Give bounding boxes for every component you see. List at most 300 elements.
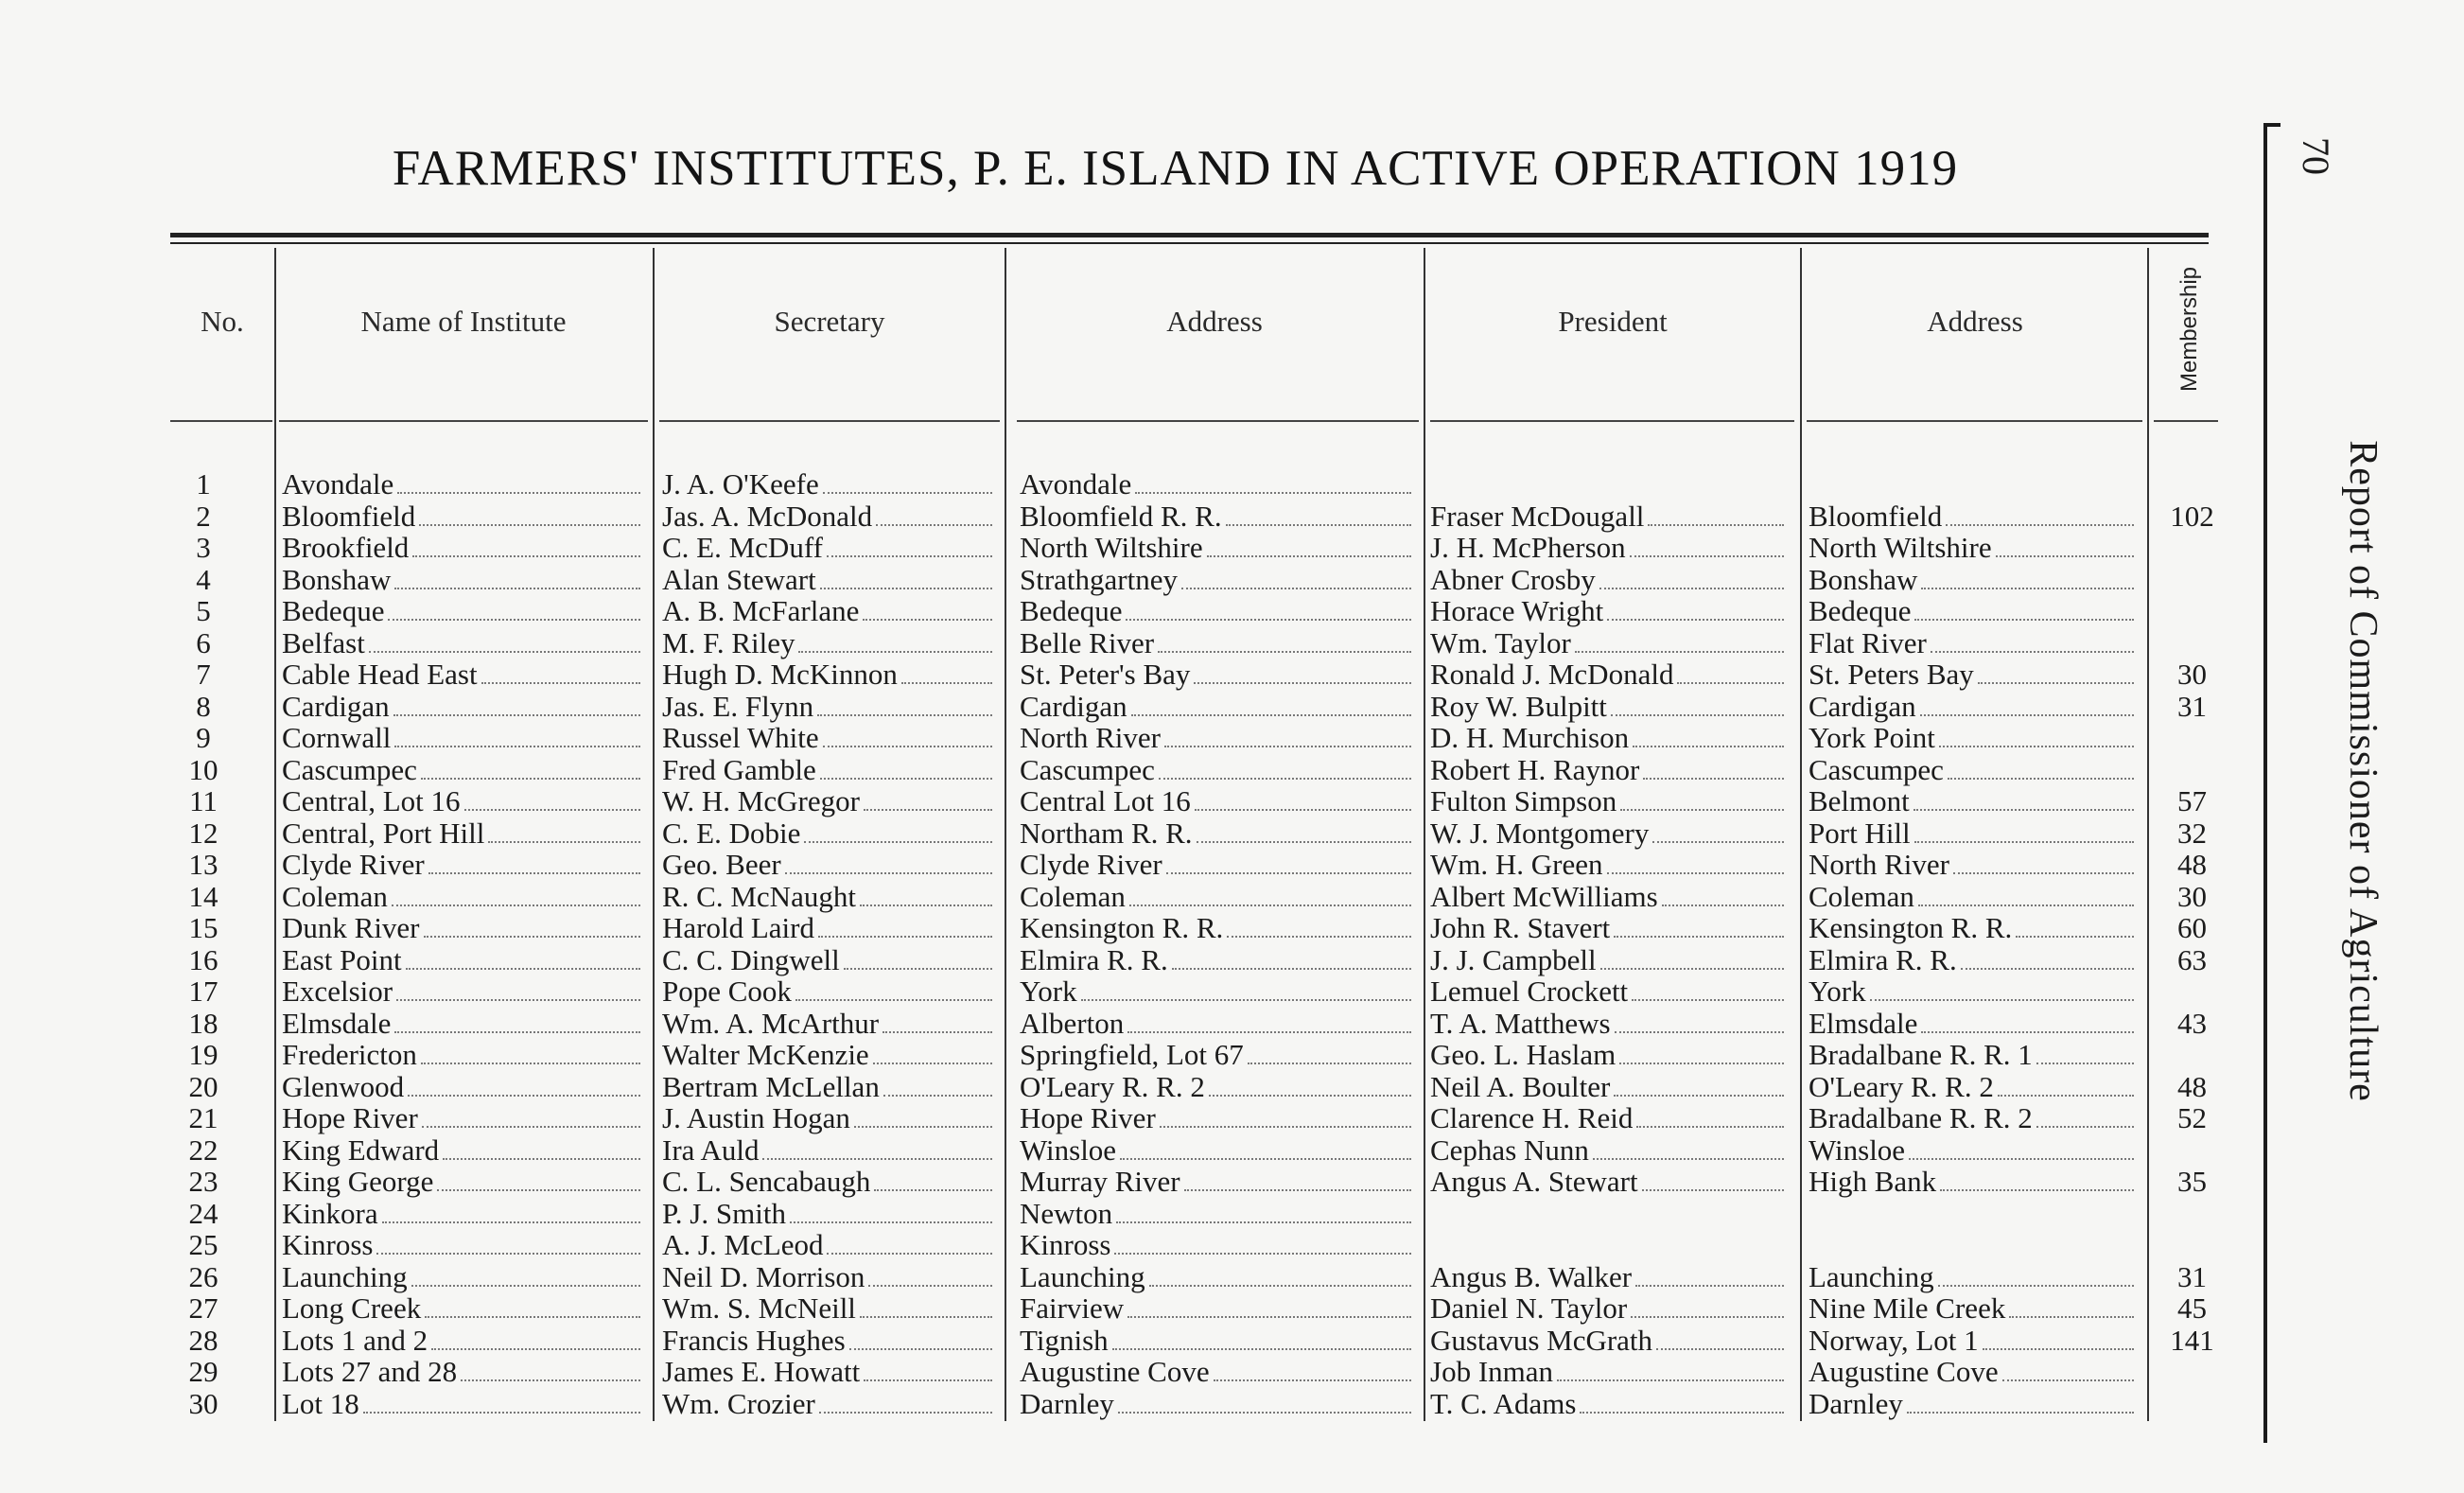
table-row: [0, 564, 2270, 596]
dot-leader: [1195, 809, 1411, 811]
column-header-secretary: Secretary: [774, 305, 885, 338]
dot-leader: [1631, 1316, 1784, 1318]
row-number: 30: [188, 1387, 218, 1419]
dot-leader: [1081, 999, 1411, 1001]
row-number: 11: [189, 785, 218, 817]
membership-count: 43: [2177, 1007, 2207, 1039]
dot-leader: [860, 905, 992, 906]
dot-leader: [1614, 936, 1784, 938]
dot-leader: [412, 555, 640, 557]
dot-leader: [1635, 1285, 1784, 1287]
table-row: [0, 659, 2270, 691]
dot-leader: [1921, 588, 2134, 589]
secretary-address: Cascumpec: [1020, 754, 1417, 787]
dot-leader: [394, 746, 640, 747]
secretary-name: Wm. A. McArthur: [662, 1008, 998, 1041]
table-row: [0, 881, 2270, 913]
dot-leader: [1948, 778, 2134, 780]
table-row: [0, 1325, 2270, 1357]
institute-name: Glenwood: [282, 1071, 646, 1104]
dot-leader: [1127, 1031, 1411, 1033]
dot-leader: [1946, 524, 2134, 526]
dot-leader: [1118, 1412, 1411, 1414]
secretary-name: Wm. S. McNeill: [662, 1292, 998, 1326]
header-underline: [279, 420, 648, 422]
president-address: Cascumpec: [1809, 754, 2140, 787]
dot-leader: [874, 1189, 992, 1191]
president-name: Job Inman: [1430, 1356, 1790, 1389]
dot-leader: [408, 1095, 640, 1097]
secretary-address: Murray River: [1020, 1166, 1417, 1199]
table-row: [0, 691, 2270, 723]
dot-leader: [1630, 555, 1784, 557]
secretary-address: Cardigan: [1020, 691, 1417, 724]
dot-leader: [795, 999, 992, 1001]
dot-leader: [394, 1031, 640, 1033]
president-address: North Wiltshire: [1809, 532, 2140, 565]
president-name: Wm. Taylor: [1430, 627, 1790, 660]
president-name: Angus A. Stewart: [1430, 1166, 1790, 1199]
dot-leader: [1214, 1379, 1411, 1381]
institute-name: East Point: [282, 944, 646, 977]
row-number: 13: [188, 849, 218, 881]
secretary-address: Coleman: [1020, 881, 1417, 914]
president-name: Gustavus McGrath: [1430, 1325, 1790, 1358]
row-number: 24: [188, 1197, 218, 1229]
row-number: 28: [188, 1324, 218, 1356]
secretary-address: Kinross: [1020, 1229, 1417, 1262]
dot-leader: [1207, 555, 1411, 557]
dot-leader: [421, 778, 640, 780]
dot-leader: [1921, 1031, 2134, 1033]
margin-rule-cap: [2263, 123, 2281, 127]
dot-leader: [823, 492, 992, 494]
dot-leader: [1642, 1189, 1784, 1191]
dot-leader: [864, 1379, 992, 1381]
secretary-address: Springfield, Lot 67: [1020, 1039, 1417, 1072]
column-header-name: Name of Institute: [360, 305, 567, 338]
row-number: 4: [196, 563, 211, 595]
institute-name: Bonshaw: [282, 564, 646, 597]
dot-leader: [1939, 746, 2134, 747]
secretary-name: C. E. McDuff: [662, 532, 998, 565]
president-address: Launching: [1809, 1261, 2140, 1294]
institute-name: Avondale: [282, 468, 646, 501]
dot-leader: [820, 588, 992, 589]
secretary-address: Clyde River: [1020, 849, 1417, 882]
president-address: High Bank: [1809, 1166, 2140, 1199]
dot-leader: [785, 872, 992, 874]
table-row: [0, 532, 2270, 564]
secretary-name: R. C. McNaught: [662, 881, 998, 914]
dot-leader: [363, 1412, 640, 1414]
secretary-address: Belle River: [1020, 627, 1417, 660]
secretary-address: Central Lot 16: [1020, 785, 1417, 818]
dot-leader: [421, 1063, 640, 1064]
dot-leader: [1599, 588, 1784, 589]
dot-leader: [1656, 1348, 1784, 1350]
president-address: Bedeque: [1809, 595, 2140, 628]
secretary-name: Russel White: [662, 722, 998, 755]
table-row: [0, 849, 2270, 881]
president-name: Abner Crosby: [1430, 564, 1790, 597]
secretary-name: M. F. Riley: [662, 627, 998, 660]
president-name: John R. Stavert: [1430, 912, 1790, 945]
dot-leader: [1114, 1253, 1411, 1255]
president-address: Elmsdale: [1809, 1008, 2140, 1041]
institute-name: Hope River: [282, 1102, 646, 1135]
membership-count: 31: [2177, 690, 2207, 722]
header-underline: [2154, 420, 2218, 422]
president-name: Roy W. Bulpitt: [1430, 691, 1790, 724]
secretary-address: Darnley: [1020, 1388, 1417, 1421]
president-name: T. C. Adams: [1430, 1388, 1790, 1421]
column-header-address-2: Address: [1927, 305, 2023, 338]
dot-leader: [804, 841, 992, 843]
dot-leader: [844, 968, 992, 970]
running-head: Report of Commissioner of Agriculture: [2341, 440, 2385, 1102]
table-row: [0, 1166, 2270, 1198]
president-name: Robert H. Raynor: [1430, 754, 1790, 787]
row-number: 12: [188, 817, 218, 849]
secretary-name: Bertram McLellan: [662, 1071, 998, 1104]
president-name: Angus B. Walker: [1430, 1261, 1790, 1294]
header-underline: [1807, 420, 2142, 422]
dot-leader: [868, 1285, 992, 1287]
president-name: Geo. L. Haslam: [1430, 1039, 1790, 1072]
president-name: W. J. Montgomery: [1430, 817, 1790, 851]
president-address: Belmont: [1809, 785, 2140, 818]
dot-leader: [1149, 1285, 1411, 1287]
dot-leader: [1643, 778, 1784, 780]
president-name: Horace Wright: [1430, 595, 1790, 628]
dot-leader: [1129, 905, 1411, 906]
dot-leader: [1940, 1189, 2134, 1191]
institute-name: King George: [282, 1166, 646, 1199]
table-row: [0, 468, 2270, 501]
dot-leader: [428, 872, 640, 874]
membership-count: 57: [2177, 785, 2207, 817]
membership-count: 48: [2177, 1070, 2207, 1102]
institute-name: Cardigan: [282, 691, 646, 724]
dot-leader: [1226, 524, 1411, 526]
dot-leader: [1914, 809, 2134, 811]
dot-leader: [1116, 1221, 1411, 1223]
dot-leader: [1227, 936, 1411, 938]
secretary-name: Geo. Beer: [662, 849, 998, 882]
secretary-address: Tignish: [1020, 1325, 1417, 1358]
dot-leader: [1961, 968, 2134, 970]
dot-leader: [1164, 746, 1411, 747]
dot-leader: [1909, 1158, 2134, 1160]
dot-leader: [2009, 1316, 2134, 1318]
dot-leader: [431, 1348, 640, 1350]
page-title: FARMERS' INSTITUTES, P. E. ISLAND IN ACTIVE OPERATION 1919: [392, 141, 1959, 196]
dot-leader: [424, 936, 640, 938]
secretary-name: C. L. Sencabaugh: [662, 1166, 998, 1199]
secretary-address: York: [1020, 975, 1417, 1009]
table-row: [0, 1292, 2270, 1325]
institute-name: Central, Port Hill: [282, 817, 646, 851]
column-header-no: No.: [201, 305, 244, 338]
row-number: 5: [196, 595, 211, 627]
president-name: Fulton Simpson: [1430, 785, 1790, 818]
dot-leader: [2036, 1126, 2134, 1128]
dot-leader: [1914, 841, 2134, 843]
dot-leader: [461, 1379, 640, 1381]
dot-leader: [1131, 714, 1411, 716]
row-number: 2: [196, 500, 211, 532]
dot-leader: [1615, 1031, 1784, 1033]
membership-count: 32: [2177, 817, 2207, 849]
secretary-name: Jas. A. McDonald: [662, 501, 998, 534]
membership-count: 102: [2170, 500, 2214, 532]
dot-leader: [369, 651, 640, 653]
institute-name: Excelsior: [282, 975, 646, 1009]
dot-leader: [1620, 809, 1784, 811]
table-row: [0, 975, 2270, 1008]
president-name: Ronald J. McDonald: [1430, 659, 1790, 692]
dot-leader: [419, 524, 640, 526]
institute-name: Central, Lot 16: [282, 785, 646, 818]
dot-leader: [443, 1158, 640, 1160]
institute-name: Cable Head East: [282, 659, 646, 692]
institute-name: Elmsdale: [282, 1008, 646, 1041]
secretary-address: St. Peter's Bay: [1020, 659, 1417, 692]
institute-name: Cornwall: [282, 722, 646, 755]
president-address: North River: [1809, 849, 2140, 882]
secretary-name: Alan Stewart: [662, 564, 998, 597]
secretary-name: Francis Hughes: [662, 1325, 998, 1358]
table-row: [0, 944, 2270, 976]
secretary-name: Hugh D. McKinnon: [662, 659, 998, 692]
president-name: Neil A. Boulter: [1430, 1071, 1790, 1104]
dot-leader: [1181, 588, 1411, 589]
secretary-address: Bloomfield R. R.: [1020, 501, 1417, 534]
row-number: 14: [188, 880, 218, 912]
dot-leader: [882, 1031, 992, 1033]
dot-leader: [1633, 746, 1784, 747]
membership-count: 31: [2177, 1260, 2207, 1292]
dot-leader: [393, 714, 640, 716]
dot-leader: [1931, 651, 2134, 653]
dot-leader: [376, 1253, 640, 1255]
president-address: Darnley: [1809, 1388, 2140, 1421]
president-address: York: [1809, 975, 2140, 1009]
secretary-address: North Wiltshire: [1020, 532, 1417, 565]
table-row: [0, 595, 2270, 627]
row-number: 3: [196, 532, 211, 564]
membership-count: 48: [2177, 849, 2207, 881]
dot-leader: [818, 936, 992, 938]
dot-leader: [1636, 1126, 1784, 1128]
dot-leader: [1920, 714, 2134, 716]
row-number: 25: [188, 1229, 218, 1261]
dot-leader: [864, 809, 992, 811]
table-row: [0, 1261, 2270, 1293]
secretary-address: Augustine Cove: [1020, 1356, 1417, 1389]
dot-leader: [1607, 619, 1784, 621]
header-underline: [1430, 420, 1794, 422]
membership-count: 63: [2177, 943, 2207, 975]
president-name: Clarence H. Reid: [1430, 1102, 1790, 1135]
page-number: 70: [2295, 137, 2337, 175]
president-name: Wm. H. Green: [1430, 849, 1790, 882]
dot-leader: [1593, 1158, 1784, 1160]
dot-leader: [2036, 1063, 2134, 1064]
row-number: 15: [188, 912, 218, 944]
president-address: Winsloe: [1809, 1134, 2140, 1168]
president-address: Elmira R. R.: [1809, 944, 2140, 977]
dot-leader: [481, 682, 640, 684]
secretary-address: Launching: [1020, 1261, 1417, 1294]
secretary-name: Fred Gamble: [662, 754, 998, 787]
membership-count: 141: [2170, 1324, 2214, 1356]
table-row: [0, 627, 2270, 659]
institute-name: Brookfield: [282, 532, 646, 565]
president-address: Flat River: [1809, 627, 2140, 660]
president-address: Kensington R. R.: [1809, 912, 2140, 945]
secretary-name: Pope Cook: [662, 975, 998, 1009]
dot-leader: [1197, 841, 1411, 843]
dot-leader: [464, 809, 640, 811]
secretary-name: W. H. McGregor: [662, 785, 998, 818]
secretary-name: C. C. Dingwell: [662, 944, 998, 977]
secretary-name: C. E. Dobie: [662, 817, 998, 851]
secretary-name: Walter McKenzie: [662, 1039, 998, 1072]
president-name: J. J. Campbell: [1430, 944, 1790, 977]
secretary-address: Winsloe: [1020, 1134, 1417, 1168]
dot-leader: [1614, 1095, 1784, 1097]
table-row: [0, 754, 2270, 786]
dot-leader: [1184, 1189, 1411, 1191]
institute-name: Coleman: [282, 881, 646, 914]
dot-leader: [1632, 999, 1784, 1001]
row-number: 20: [188, 1070, 218, 1102]
dot-leader: [1662, 905, 1784, 906]
dot-leader: [1648, 524, 1784, 526]
dot-leader: [790, 1221, 992, 1223]
row-number: 22: [188, 1133, 218, 1166]
table-row: [0, 1102, 2270, 1134]
table-row: [0, 501, 2270, 533]
row-number: 17: [188, 975, 218, 1008]
dot-leader: [1918, 905, 2134, 906]
secretary-name: A. B. McFarlane: [662, 595, 998, 628]
dot-leader: [817, 714, 992, 716]
row-number: 29: [188, 1356, 218, 1388]
row-number: 18: [188, 1007, 218, 1039]
secretary-address: Avondale: [1020, 468, 1417, 501]
table-row: [0, 1198, 2270, 1230]
dot-leader: [488, 841, 640, 843]
header-underline: [659, 420, 1000, 422]
table-row: [0, 722, 2270, 754]
secretary-name: J. A. O'Keefe: [662, 468, 998, 501]
dot-leader: [1127, 1316, 1411, 1318]
president-name: T. A. Matthews: [1430, 1008, 1790, 1041]
row-number: 6: [196, 626, 211, 659]
membership-count: 30: [2177, 659, 2207, 691]
institute-name: Launching: [282, 1261, 646, 1294]
institute-name: Clyde River: [282, 849, 646, 882]
dot-leader: [1580, 1412, 1784, 1414]
row-number: 8: [196, 690, 211, 722]
president-address: Augustine Cove: [1809, 1356, 2140, 1389]
president-address: Cardigan: [1809, 691, 2140, 724]
president-address: Bradalbane R. R. 1: [1809, 1039, 2140, 1072]
margin-rule: [2263, 123, 2267, 1443]
institute-name: Lot 18: [282, 1388, 646, 1421]
row-number: 9: [196, 722, 211, 754]
institute-name: Kinross: [282, 1229, 646, 1262]
dot-leader: [1600, 968, 1784, 970]
row-number: 10: [188, 753, 218, 785]
table-row: [0, 817, 2270, 850]
dot-leader: [437, 1189, 640, 1191]
dot-leader: [854, 1126, 992, 1128]
header-underline: [170, 420, 272, 422]
dot-leader: [1158, 651, 1411, 653]
secretary-name: Jas. E. Flynn: [662, 691, 998, 724]
table-row: [0, 1071, 2270, 1103]
row-number: 16: [188, 943, 218, 975]
dot-leader: [397, 492, 640, 494]
secretary-address: Alberton: [1020, 1008, 1417, 1041]
institute-name: Lots 1 and 2: [282, 1325, 646, 1358]
institute-name: Cascumpec: [282, 754, 646, 787]
institute-name: Bedeque: [282, 595, 646, 628]
institute-name: Dunk River: [282, 912, 646, 945]
dot-leader: [863, 619, 992, 621]
dot-leader: [1978, 682, 2134, 684]
institute-name: King Edward: [282, 1134, 646, 1168]
secretary-name: Harold Laird: [662, 912, 998, 945]
president-address: O'Leary R. R. 2: [1809, 1071, 2140, 1104]
secretary-name: P. J. Smith: [662, 1198, 998, 1231]
table-row: [0, 1388, 2270, 1420]
row-number: 21: [188, 1102, 218, 1134]
row-number: 26: [188, 1260, 218, 1292]
membership-count: 35: [2177, 1166, 2207, 1198]
table-row: [0, 1008, 2270, 1040]
secretary-name: Ira Auld: [662, 1134, 998, 1168]
president-name: Fraser McDougall: [1430, 501, 1790, 534]
dot-leader: [849, 1348, 992, 1350]
dot-leader: [406, 968, 640, 970]
dot-leader: [1209, 1095, 1411, 1097]
dot-leader: [2002, 1379, 2134, 1381]
table-row: [0, 785, 2270, 817]
president-address: Bonshaw: [1809, 564, 2140, 597]
institute-name: Belfast: [282, 627, 646, 660]
dot-leader: [382, 1221, 640, 1223]
secretary-name: A. J. McLeod: [662, 1229, 998, 1262]
row-number: 19: [188, 1039, 218, 1071]
institute-name: Fredericton: [282, 1039, 646, 1072]
institute-name: Bloomfield: [282, 501, 646, 534]
dot-leader: [411, 1285, 640, 1287]
dot-leader: [827, 555, 992, 557]
dot-leader: [396, 999, 640, 1001]
dot-leader: [1194, 682, 1411, 684]
dot-leader: [1112, 1348, 1411, 1350]
president-address: Coleman: [1809, 881, 2140, 914]
president-name: J. H. McPherson: [1430, 532, 1790, 565]
row-number: 27: [188, 1292, 218, 1325]
president-name: Cephas Nunn: [1430, 1134, 1790, 1168]
dot-leader: [422, 1126, 640, 1128]
